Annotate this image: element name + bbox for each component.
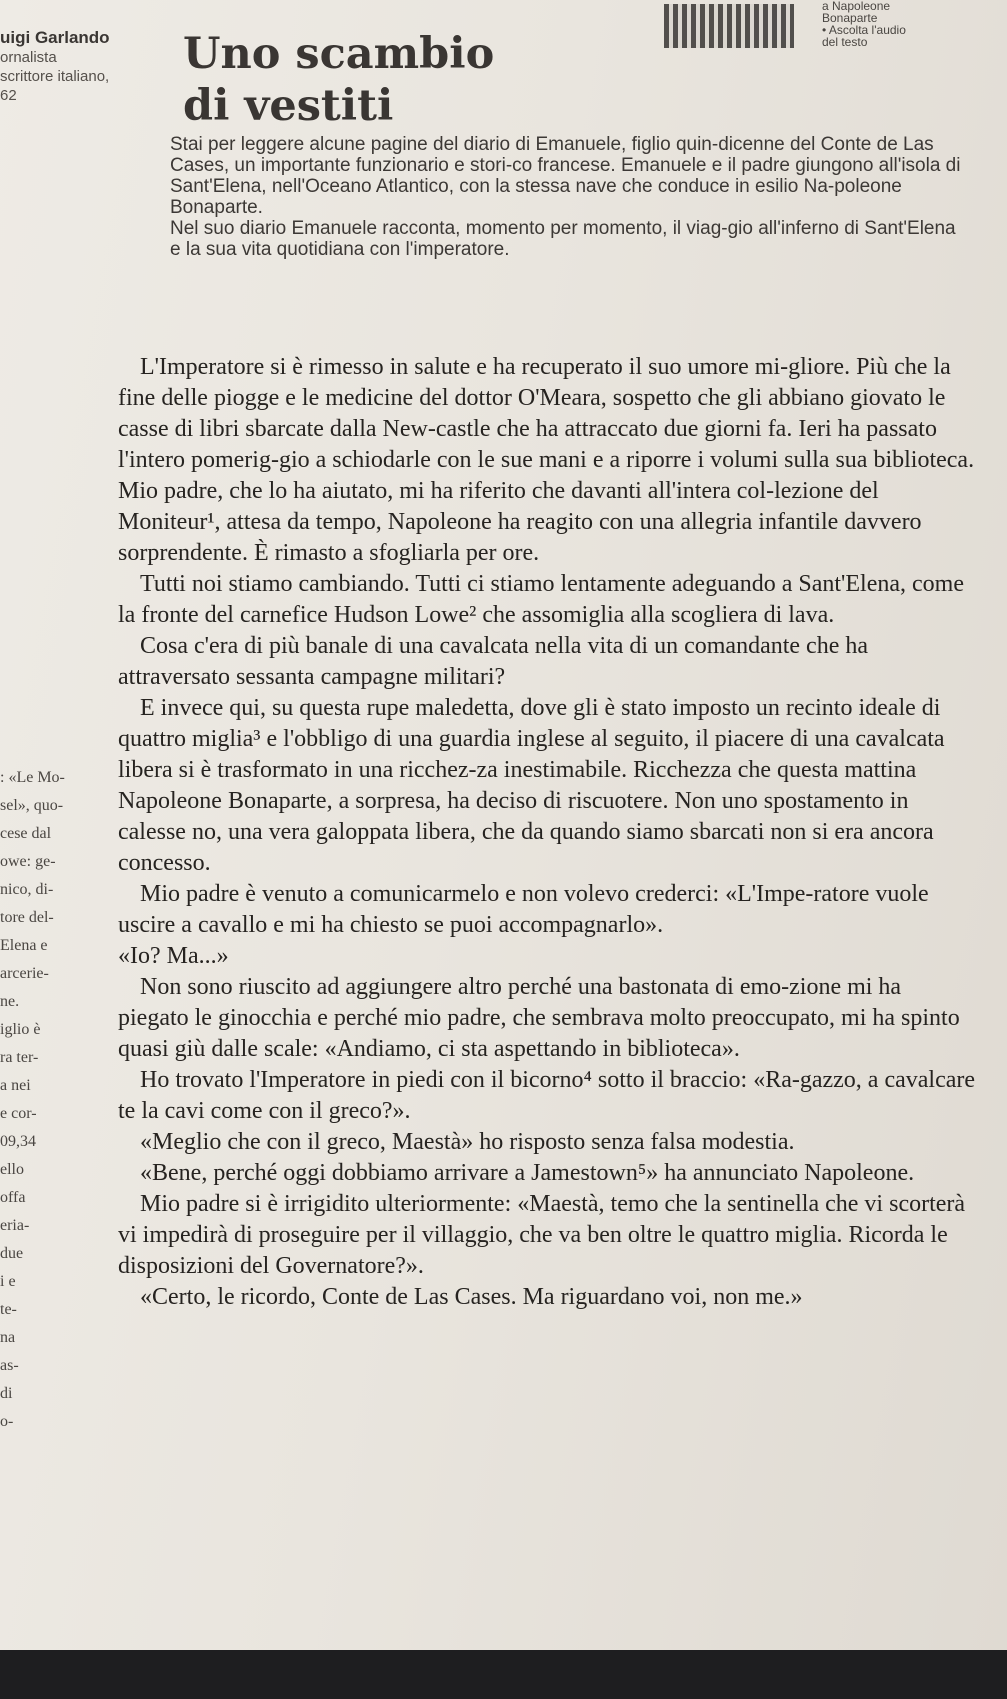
title-line-2: di vestiti xyxy=(183,81,394,131)
story-paragraph: «Io? Ma...» xyxy=(118,943,229,969)
margin-note: a nei xyxy=(0,1077,31,1094)
audio-line-2: Bonaparte xyxy=(822,11,878,25)
story-paragraph: «Bene, perché oggi dobbiamo arrivare a Jamestown⁵» ha annunciato Napoleone. xyxy=(140,1160,915,1186)
margin-note: nico, di- xyxy=(0,881,54,898)
author-role: ornalista xyxy=(0,49,57,66)
story-paragraph: «Meglio che con il greco, Maestà» ho risposto senza falsa modestia. xyxy=(140,1129,795,1155)
story-paragraph: Non sono riuscito ad aggiungere altro perché una bastonata di emo-zione mi ha piegato le ginocchia e perché mio padre, che sembrava molto preoccupato, mi ha spinto quasi giù dalle scale: «Andiamo, ci sta aspettando in biblioteca». xyxy=(118,974,960,1062)
margin-note: i e xyxy=(0,1273,16,1290)
title-line-1: Uno scambio xyxy=(183,29,495,79)
margin-note: eria- xyxy=(0,1217,30,1234)
author-name: uigi Garlando xyxy=(0,28,110,47)
author-year: 62 xyxy=(0,87,17,104)
margin-note: ne. xyxy=(0,993,20,1010)
intro-paragraph: Stai per leggere alcune pagine del diario di Emanuele, figlio quin-dicenne del Conte de Las Cases, un importante funzionario e stori-co francese. Emanuele e il padre giungono all'isola di Sant'Elena, nell'Oceano Atlantico, con la stessa nave che conduce in esilio Na-poleone Bonaparte. xyxy=(170,134,961,218)
author-description: scrittore italiano, xyxy=(0,68,110,85)
story-paragraph: Ho trovato l'Imperatore in piedi con il bicorno⁴ sotto il braccio: «Ra-gazzo, a cavalcare te la cavi come con il greco?». xyxy=(118,1067,976,1124)
margin-note: Elena e xyxy=(0,937,48,954)
story-paragraph: Mio padre si è irrigidito ulteriormente: «Maestà, temo che la sentinella che vi scorterà vi impedirà di proseguire per il villaggio, che va ben oltre le quattro miglia. Ricorda le disposizioni del Governatore?». xyxy=(118,1191,966,1279)
story-paragraph: Tutti noi stiamo cambiando. Tutti ci stiamo lentamente adeguando a Sant'Elena, come la fronte del carnefice Hudson Lowe² che assomiglia alla scogliera di lava. xyxy=(118,571,964,628)
author-sidebar xyxy=(0,28,170,105)
bottom-shadow-bar xyxy=(0,1650,1007,1699)
margin-note: cese dal xyxy=(0,825,52,842)
audio-line-4: del testo xyxy=(822,35,868,49)
story-paragraph: «Certo, le ricordo, Conte de Las Cases. Ma riguardano voi, non me.» xyxy=(140,1284,803,1310)
story-paragraph: Mio padre è venuto a comunicarmelo e non volevo crederci: «L'Impe-ratore vuole uscire a cavallo e mi ha chiesto se puoi accompagnarlo». xyxy=(118,881,929,938)
story-paragraph: L'Imperatore si è rimesso in salute e ha recuperato il suo umore mi-gliore. Più che la fine delle piogge e le medicine del dottor O'Meara, sospetto che gli abbiano giovato le casse di libri sbarcate dalla New-castle che ha attraccato due giorni fa. Ieri ha passato l'intero pomerig-gio a schiodarle con le sue mani e a riporre i volumi sulla sua biblioteca. Mio padre, che lo ha aiutato, mi ha riferito che davanti all'intera col-lezione del Moniteur¹, attesa da tempo, Napoleone ha reagito con una allegria infantile davvero sorprendente. È rimasto a sfogliarla per ore. xyxy=(118,354,975,566)
qr-code-icon[interactable] xyxy=(664,4,794,48)
audio-caption xyxy=(822,0,906,48)
margin-note: te- xyxy=(0,1301,17,1318)
story-paragraph: Cosa c'era di più banale di una cavalcata nella vita di un comandante che ha attraversato sessanta campagne militari? xyxy=(118,633,869,690)
margin-note: sel», quo- xyxy=(0,797,64,814)
margin-note: tore del- xyxy=(0,909,54,926)
margin-note: offa xyxy=(0,1189,26,1206)
margin-note: arcerie- xyxy=(0,965,49,982)
margin-note: iglio è xyxy=(0,1021,41,1038)
margin-note: di xyxy=(0,1385,13,1402)
margin-note: o- xyxy=(0,1413,14,1430)
story-text xyxy=(118,352,976,1313)
intro-text xyxy=(170,134,970,260)
margin-note: as- xyxy=(0,1357,19,1374)
page-title xyxy=(183,28,494,132)
audio-line-3: • Ascolta l'audio xyxy=(822,23,906,37)
intro-paragraph: Nel suo diario Emanuele racconta, momento per momento, il viag-gio all'inferno di Sant'Elena e la sua vita quotidiana con l'imperatore. xyxy=(170,218,956,260)
margin-note: ello xyxy=(0,1161,24,1178)
margin-note: e cor- xyxy=(0,1105,37,1122)
margin-notes xyxy=(0,764,118,1436)
margin-note: ra ter- xyxy=(0,1049,39,1066)
margin-note: na xyxy=(0,1329,16,1346)
margin-note: due xyxy=(0,1245,24,1262)
story-paragraph: E invece qui, su questa rupe maledetta, dove gli è stato imposto un recinto ideale di quattro miglia³ e l'obbligo di una guardia inglese al seguito, il piacere di una cavalcata libera si è trasformato in una ricchez-za inestimabile. Ricchezza che questa mattina Napoleone Bonaparte, a sorpresa, ha deciso di riscuotere. Non uno spostamento in calesse no, una vera galoppata libera, che da quando siamo sbarcati non si era ancora concesso. xyxy=(118,695,945,876)
margin-note: : «Le Mo- xyxy=(0,769,65,786)
margin-note: owe: ge- xyxy=(0,853,56,870)
audio-line-1: a Napoleone xyxy=(822,0,891,13)
margin-note: 09,34 xyxy=(0,1133,36,1150)
